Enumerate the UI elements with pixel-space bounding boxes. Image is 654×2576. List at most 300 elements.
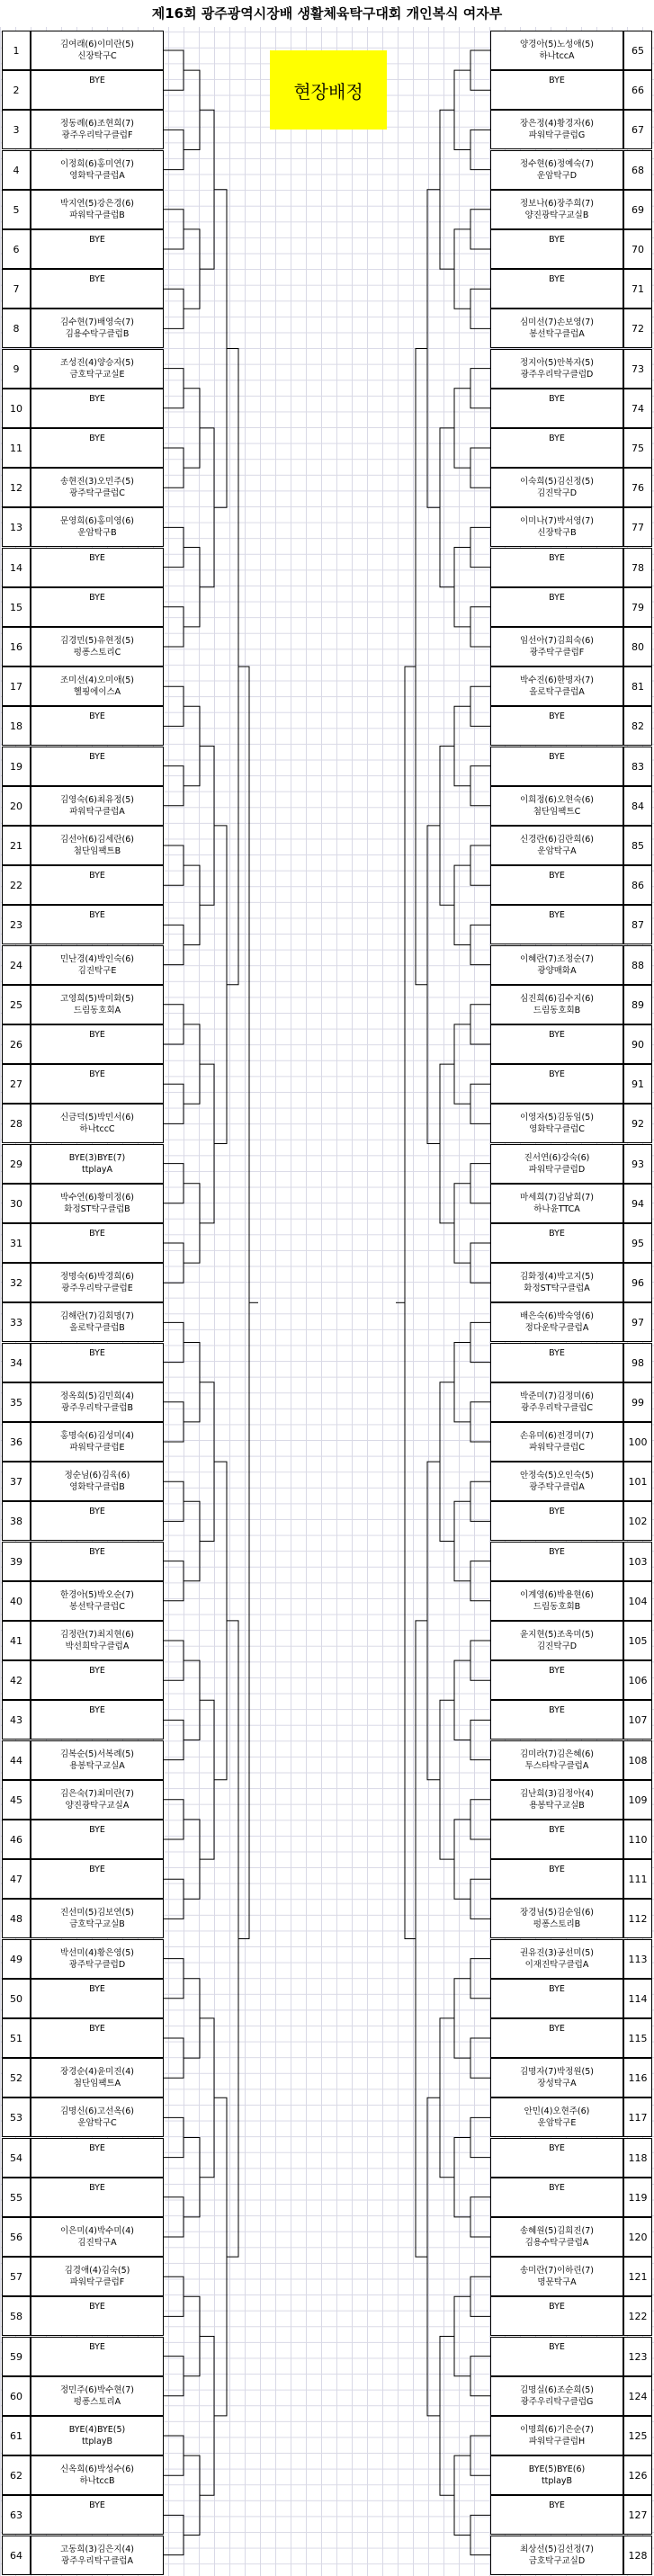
team-players: BYE — [89, 2182, 105, 2193]
slot-number: 106 — [623, 1660, 652, 1700]
team-entry — [490, 349, 623, 389]
slot-number: 7 — [2, 269, 31, 309]
slot-number: 39 — [2, 1542, 31, 1581]
team-club: 광주우리탁구클럽B — [61, 1402, 133, 1413]
slot-number: 79 — [623, 587, 652, 627]
team-entry — [31, 666, 164, 706]
slot-number: 71 — [623, 269, 652, 309]
team-entry — [490, 269, 623, 309]
bracket-line — [164, 2197, 184, 2237]
team-players: BYE — [89, 2341, 105, 2352]
team-club: ttplayB — [81, 2437, 113, 2446]
slot-number: 118 — [623, 2138, 652, 2178]
team-club: 운암탁구B — [77, 528, 117, 539]
team-players: BYE — [549, 2500, 565, 2511]
team-players: 정수현(6)정예숙(7) — [520, 158, 594, 169]
team-entry — [31, 428, 164, 468]
team-players: 안민(4)오현주(6) — [524, 2106, 590, 2117]
team-players: BYE — [549, 1705, 565, 1716]
team-entry — [31, 2178, 164, 2217]
slot-number: 41 — [2, 1621, 31, 1660]
bracket-line — [454, 865, 470, 944]
slot-number: 54 — [2, 2138, 31, 2178]
bracket-line — [440, 2018, 454, 2178]
team-entry — [31, 1780, 164, 1820]
team-entry — [490, 747, 623, 786]
bracket-line — [454, 70, 470, 149]
bracket-line — [200, 1064, 214, 1223]
team-entry — [31, 985, 164, 1024]
team-players: BYE — [549, 76, 565, 86]
team-entry — [490, 1700, 623, 1740]
team-club: 운암탁구D — [536, 170, 578, 181]
team-players: 문영희(6)홍미영(6) — [60, 516, 134, 527]
slot-number: 60 — [2, 2376, 31, 2416]
team-players: 송미란(7)이하린(7) — [520, 2266, 594, 2276]
bracket-line — [214, 190, 227, 508]
team-players: BYE — [89, 552, 105, 563]
team-players: 김은숙(7)최미란(7) — [60, 1788, 134, 1799]
slot-number: 102 — [623, 1501, 652, 1541]
team-entry — [490, 985, 623, 1024]
slot-number: 6 — [2, 229, 31, 269]
slot-number: 98 — [623, 1343, 652, 1382]
team-players: BYE — [549, 434, 565, 443]
team-entry — [490, 2058, 623, 2097]
team-entry — [490, 110, 623, 149]
team-players: 김여래(6)이미란(5) — [60, 40, 134, 49]
team-players: BYE — [549, 1069, 565, 1080]
team-entry — [31, 627, 164, 666]
slot-number: 86 — [623, 865, 652, 905]
team-entry — [31, 1382, 164, 1422]
team-entry — [31, 1223, 164, 1263]
team-club: 이재진탁구클럽A — [524, 1959, 589, 1970]
team-entry — [31, 1343, 164, 1382]
slot-number: 14 — [2, 548, 31, 587]
team-players: 김수현(7)배영숙(7) — [60, 318, 134, 328]
team-entry — [490, 1859, 623, 1899]
bracket-line — [454, 706, 470, 785]
team-players: BYE — [549, 2142, 565, 2153]
team-players: BYE — [89, 434, 105, 443]
bracket-line — [184, 229, 200, 309]
team-players: BYE — [89, 1229, 105, 1239]
team-club: 봉선탁구클럽C — [69, 1601, 125, 1612]
bracket-line — [164, 686, 184, 726]
bracket-line — [200, 110, 214, 269]
team-players: 정보나(6)장주희(7) — [520, 198, 594, 209]
team-players: 한경아(5)박오순(7) — [60, 1589, 134, 1600]
slot-number: 77 — [623, 507, 652, 547]
team-entry — [490, 70, 623, 110]
bracket-line — [470, 2117, 490, 2157]
team-club: 운암탁구A — [537, 846, 577, 856]
team-entry — [31, 1263, 164, 1302]
bracket-line — [164, 369, 184, 408]
slot-number: 55 — [2, 2178, 31, 2217]
slot-number: 23 — [2, 905, 31, 944]
bracket-line — [164, 1879, 184, 1919]
team-entry — [31, 945, 164, 985]
team-players: 정지아(5)안복자(5) — [520, 357, 594, 368]
slot-number: 74 — [623, 389, 652, 428]
bracket-line — [427, 2097, 440, 2416]
team-players: 김경애(4)김숙(5) — [64, 2266, 130, 2276]
team-club: ttplayA — [81, 1164, 113, 1175]
team-club: 화정ST탁구클럽A — [524, 1284, 590, 1294]
team-players: BYE — [549, 1347, 565, 1358]
team-entry — [31, 826, 164, 865]
team-club: 파워탁구클럽H — [528, 2437, 586, 2446]
bracket-line — [184, 1660, 200, 1740]
team-players: BYE(3)BYE(7) — [68, 1152, 126, 1163]
slot-number: 11 — [2, 428, 31, 468]
team-players: BYE — [549, 592, 565, 603]
team-players: BYE — [89, 76, 105, 86]
team-players: BYE(5)BYE(6) — [528, 2464, 586, 2475]
slot-number: 105 — [623, 1621, 652, 1660]
team-players: 이숙희(5)김신정(5) — [520, 477, 594, 487]
slot-number: 46 — [2, 1820, 31, 1859]
slot-number: 89 — [623, 985, 652, 1024]
slot-number: 17 — [2, 666, 31, 706]
team-players: 이은미(4)박수미(4) — [60, 2226, 134, 2236]
team-entry — [31, 2296, 164, 2336]
team-entry — [490, 2376, 623, 2416]
bracket-line — [416, 1621, 427, 2257]
bracket-line — [470, 2515, 490, 2554]
team-entry — [490, 2536, 623, 2575]
team-club: 파워탁구클럽D — [528, 1164, 586, 1175]
team-entry — [31, 1581, 164, 1621]
slot-number: 112 — [623, 1899, 652, 1938]
team-entry — [490, 786, 623, 826]
team-club: 운암탁구C — [77, 2118, 117, 2129]
team-players: BYE — [89, 1705, 105, 1716]
bracket-line — [470, 925, 490, 964]
team-club: 박선희탁구클럽A — [65, 1641, 130, 1651]
team-entry — [31, 2138, 164, 2178]
team-entry — [31, 349, 164, 389]
team-players: BYE — [549, 1865, 565, 1875]
team-club: 금호탁구교실D — [528, 2555, 586, 2566]
team-club: 김진탁구D — [536, 1641, 578, 1651]
bracket-line — [164, 845, 184, 885]
team-entry — [31, 905, 164, 944]
team-entry — [490, 945, 623, 985]
team-players: 고동희(3)김은지(4) — [60, 2544, 134, 2554]
bracket-line — [200, 428, 214, 587]
slot-number: 37 — [2, 1462, 31, 1501]
slot-number: 120 — [623, 2217, 652, 2257]
slot-number: 68 — [623, 150, 652, 190]
slot-number: 91 — [623, 1064, 652, 1104]
team-club: 광주탁구클럽D — [68, 1959, 126, 1970]
team-entry — [31, 1542, 164, 1581]
team-players: 박선미(4)황은영(5) — [60, 1947, 134, 1958]
slot-number: 57 — [2, 2257, 31, 2296]
slot-number: 5 — [2, 190, 31, 229]
slot-number: 20 — [2, 786, 31, 826]
team-entry — [31, 269, 164, 309]
team-players: 이명희(6)기은순(7) — [520, 2425, 594, 2435]
team-entry — [490, 2416, 623, 2455]
bracket-line — [470, 845, 490, 885]
team-entry — [31, 190, 164, 229]
team-entry — [31, 2097, 164, 2137]
team-players: BYE — [549, 871, 565, 881]
team-players: 권유진(3)공선미(5) — [520, 1947, 594, 1958]
slot-number: 61 — [2, 2416, 31, 2455]
slot-number: 126 — [623, 2455, 652, 2495]
team-entry — [31, 1740, 164, 1780]
team-entry — [490, 1820, 623, 1859]
slot-number: 85 — [623, 826, 652, 865]
team-club: 올로탁구클럽A — [529, 687, 585, 698]
slot-number: 16 — [2, 627, 31, 666]
slot-number: 104 — [623, 1581, 652, 1621]
slot-number: 119 — [623, 2178, 652, 2217]
team-entry — [490, 2296, 623, 2336]
team-players: BYE — [89, 1983, 105, 1994]
team-entry — [31, 786, 164, 826]
slot-number: 70 — [623, 229, 652, 269]
onsite-assignment-note: 현장배정 — [270, 50, 387, 130]
bracket-line — [164, 289, 184, 328]
slot-number: 27 — [2, 1064, 31, 1104]
bracket-line — [470, 686, 490, 726]
slot-number: 127 — [623, 2495, 652, 2535]
team-entry — [490, 905, 623, 944]
slot-number: 80 — [623, 627, 652, 666]
team-entry — [490, 2018, 623, 2058]
team-players: 신금덕(5)박민서(6) — [60, 1113, 134, 1123]
team-entry — [490, 1302, 623, 1342]
bracket-line — [164, 1084, 184, 1123]
bracket-line — [470, 1879, 490, 1919]
team-players: 정순님(6)김육(6) — [64, 1471, 130, 1481]
bracket-line — [164, 2038, 184, 2078]
bracket-line — [164, 50, 184, 90]
team-players: BYE — [89, 1865, 105, 1875]
bracket-line — [184, 1501, 200, 1580]
team-players: 신경란(6)김란희(6) — [520, 835, 594, 845]
bracket-line — [470, 1084, 490, 1123]
bracket-line — [470, 1402, 490, 1442]
team-club: 김용수탁구클럽A — [524, 2238, 589, 2248]
bracket-line — [470, 289, 490, 328]
team-entry — [31, 1422, 164, 1462]
bracket-line — [470, 369, 490, 408]
team-entry — [31, 2376, 164, 2416]
team-players: 진선미(5)김보연(5) — [60, 1908, 134, 1919]
team-entry — [31, 1859, 164, 1899]
slot-number: 65 — [623, 31, 652, 70]
slot-number: 47 — [2, 1859, 31, 1899]
bracket-line — [470, 527, 490, 567]
team-club: 올로탁구클럽B — [69, 1323, 125, 1334]
team-entry — [490, 1144, 623, 1184]
bracket-line — [454, 389, 470, 468]
team-players: BYE — [89, 393, 105, 404]
bracket-line — [470, 2357, 490, 2396]
slot-number: 92 — [623, 1104, 652, 1143]
team-entry — [490, 1979, 623, 2018]
team-entry — [490, 1184, 623, 1223]
team-players: 김명자(7)박정원(5) — [520, 2067, 594, 2078]
team-players: 배은숙(6)박숙영(6) — [520, 1311, 594, 1322]
team-club: 펑퐁스토리B — [533, 1919, 581, 1930]
team-players: BYE — [549, 751, 565, 762]
bracket-line — [184, 2455, 200, 2535]
slot-number: 45 — [2, 1780, 31, 1820]
team-players: 이혜란(7)조정순(7) — [520, 953, 594, 964]
bracket-line — [164, 1005, 184, 1044]
team-players: BYE — [89, 235, 105, 245]
bracket-line — [227, 349, 238, 985]
team-players: 심진희(6)김수지(6) — [520, 993, 594, 1004]
team-club: 첨단임팩트A — [73, 2079, 121, 2089]
team-players: 심미선(7)손보영(7) — [520, 318, 594, 328]
team-entry — [490, 865, 623, 905]
team-club: 파워탁구클럽A — [69, 806, 125, 817]
team-club: 광주우리탁구클럽C — [520, 1402, 594, 1413]
slot-number: 107 — [623, 1700, 652, 1740]
team-entry — [31, 2416, 164, 2455]
team-club: 하나tccC — [79, 1124, 115, 1135]
team-club: 파워탁구클럽C — [529, 1443, 585, 1453]
bracket-line — [470, 1720, 490, 1759]
slot-number: 78 — [623, 548, 652, 587]
team-entry — [31, 389, 164, 428]
team-entry — [490, 1501, 623, 1541]
slot-number: 25 — [2, 985, 31, 1024]
slot-number: 12 — [2, 468, 31, 507]
team-entry — [31, 31, 164, 70]
bracket-line — [454, 1820, 470, 1899]
team-entry — [31, 2455, 164, 2495]
team-entry — [31, 309, 164, 348]
team-entry — [31, 1621, 164, 1660]
team-entry — [490, 1780, 623, 1820]
team-players: 장경님(5)김순임(6) — [520, 1908, 594, 1919]
team-players: 박준미(7)김정미(6) — [520, 1391, 594, 1401]
team-entry — [490, 507, 623, 547]
bracket-line — [470, 1641, 490, 1680]
bracket-line — [164, 2515, 184, 2554]
slot-number: 121 — [623, 2257, 652, 2296]
team-players: 양경아(5)노성애(5) — [520, 40, 594, 49]
slot-number: 123 — [623, 2337, 652, 2376]
team-entry — [490, 1462, 623, 1501]
team-entry — [490, 2178, 623, 2217]
team-entry — [31, 865, 164, 905]
slot-number: 19 — [2, 747, 31, 786]
team-entry — [490, 468, 623, 507]
slot-number: 52 — [2, 2058, 31, 2097]
team-entry — [490, 1939, 623, 1979]
slot-number: 26 — [2, 1024, 31, 1064]
bracket-line — [454, 1660, 470, 1740]
bracket-line — [164, 2357, 184, 2396]
team-players: BYE — [549, 2024, 565, 2034]
team-players: BYE — [89, 871, 105, 881]
team-players: 김해란(7)김회명(7) — [60, 1311, 134, 1322]
bracket-line — [200, 2018, 214, 2178]
team-players: BYE — [549, 2302, 565, 2312]
slot-number: 35 — [2, 1382, 31, 1422]
bracket-line — [454, 548, 470, 627]
slot-number: 90 — [623, 1024, 652, 1064]
bracket-line — [440, 1382, 454, 1542]
bracket-line — [454, 1184, 470, 1263]
slot-number: 111 — [623, 1859, 652, 1899]
team-players: 김경민(5)유현정(5) — [60, 636, 134, 646]
team-players: 김복순(5)서복례(5) — [60, 1749, 134, 1759]
team-club: 드림동호회B — [533, 1005, 581, 1015]
bracket-line — [440, 1700, 454, 1859]
bracket-line — [184, 389, 200, 468]
team-players: BYE — [549, 711, 565, 722]
slot-number: 3 — [2, 110, 31, 149]
team-entry — [490, 150, 623, 190]
slot-number: 1 — [2, 31, 31, 70]
bracket-line — [164, 766, 184, 806]
team-players: 안정숙(5)오인숙(5) — [520, 1471, 594, 1481]
team-players: BYE — [89, 910, 105, 921]
team-players: 김정란(7)최지현(6) — [60, 1630, 134, 1640]
team-players: 윤지현(5)조옥미(5) — [520, 1630, 594, 1640]
team-players: BYE — [549, 552, 565, 563]
team-entry — [490, 2217, 623, 2257]
team-players: 김영숙(6)최유정(5) — [60, 794, 134, 805]
team-entry — [31, 2337, 164, 2376]
team-club: 금호탁구교실E — [69, 369, 125, 380]
team-entry — [31, 587, 164, 627]
slot-number: 87 — [623, 905, 652, 944]
bracket-line — [470, 1561, 490, 1601]
bracket-line — [470, 766, 490, 806]
team-entry — [490, 1899, 623, 1938]
slot-number: 2 — [2, 70, 31, 110]
team-players: BYE — [89, 1666, 105, 1677]
team-players: BYE — [89, 1825, 105, 1835]
team-entry — [31, 468, 164, 507]
team-club: 광주탁구클럽F — [529, 648, 585, 657]
team-club: 하나윤TTCA — [533, 1203, 580, 1214]
team-club: 영화탁구클럽C — [529, 1124, 585, 1135]
bracket-line — [184, 548, 200, 627]
bracket-line — [184, 1184, 200, 1263]
slot-number: 73 — [623, 349, 652, 389]
team-entry — [490, 1343, 623, 1382]
slot-number: 75 — [623, 428, 652, 468]
page-title: 제16회 광주광역시장배 생활체육탁구대회 개인복식 여자부 — [0, 0, 654, 27]
team-entry — [31, 1302, 164, 1342]
team-players: 이영자(5)김동임(5) — [520, 1113, 594, 1123]
slot-number: 95 — [623, 1223, 652, 1263]
slot-number: 115 — [623, 2018, 652, 2058]
team-players: 장은정(4)황경자(6) — [520, 119, 594, 130]
bracket-line — [454, 2296, 470, 2375]
team-club: 파워탁구클럽B — [69, 210, 125, 220]
slot-number: 53 — [2, 2097, 31, 2137]
bracket-line — [184, 1024, 200, 1104]
team-club: 양진광탁구교실B — [524, 210, 589, 220]
bracket-line — [184, 1979, 200, 2058]
bracket-line — [454, 1024, 470, 1104]
